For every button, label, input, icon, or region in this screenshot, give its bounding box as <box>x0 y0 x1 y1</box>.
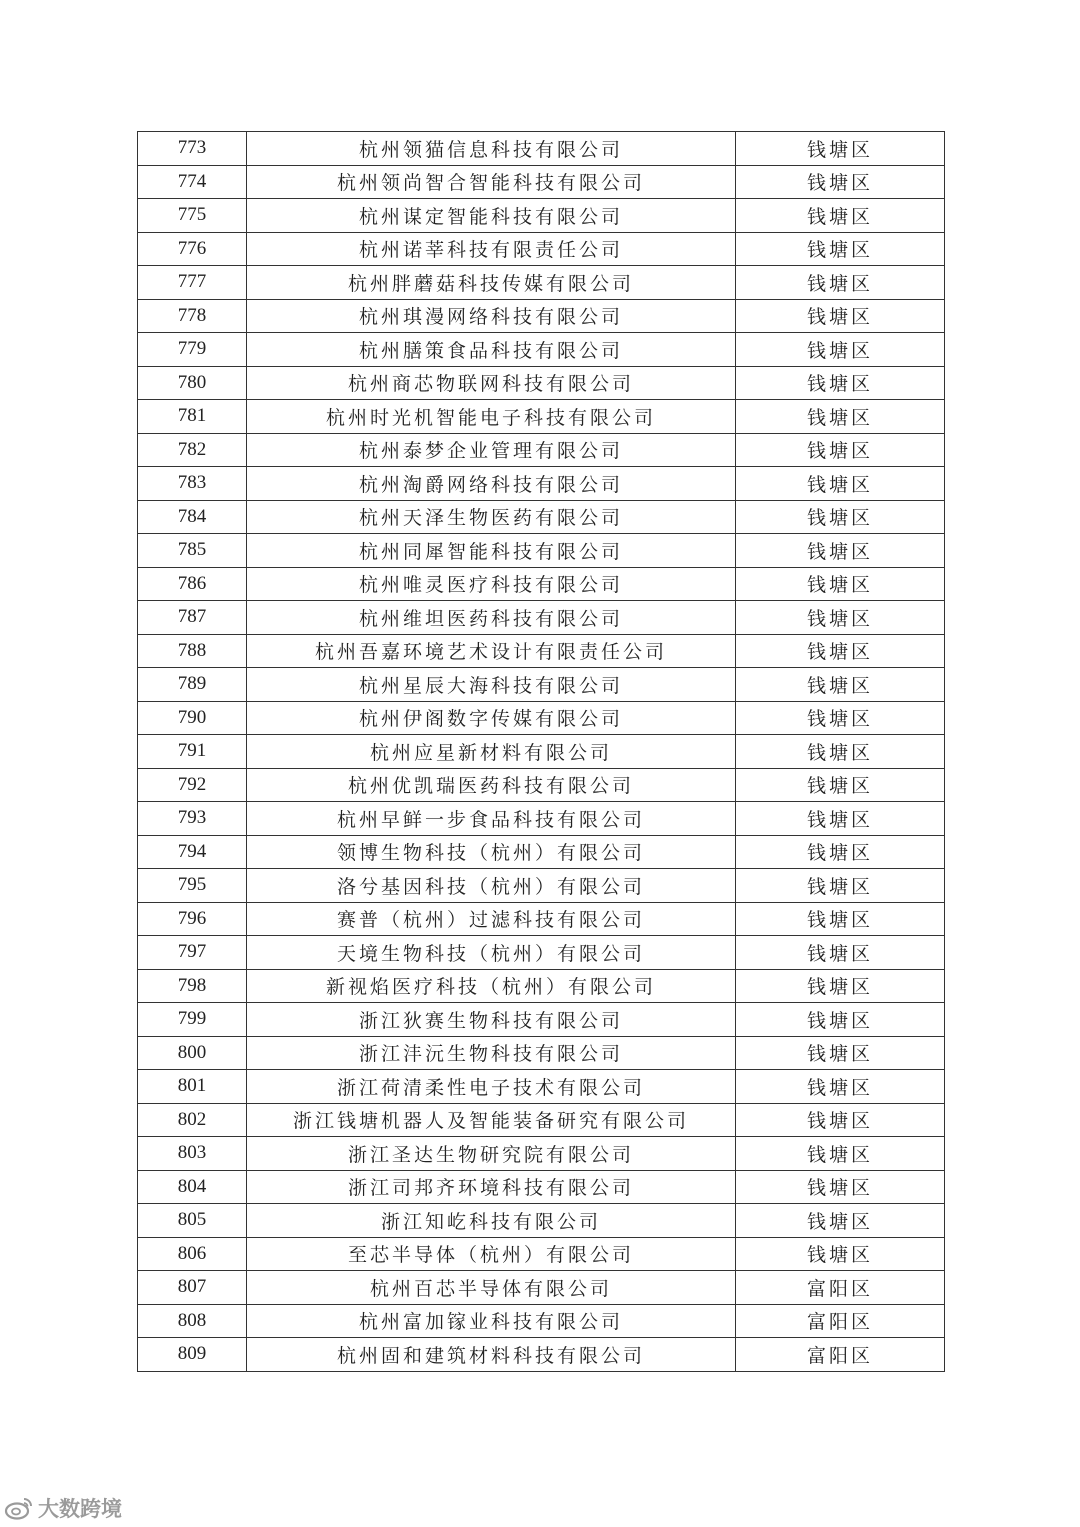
company-name-cell: 杭州吾嘉环境艺术设计有限责任公司 <box>247 634 736 668</box>
row-number-cell: 797 <box>138 936 247 970</box>
table-row <box>138 802 945 836</box>
district-cell: 钱塘区 <box>736 333 945 367</box>
company-name-cell: 杭州胖蘑菇科技传媒有限公司 <box>247 266 736 300</box>
company-name-cell: 浙江钱塘机器人及智能装备研究有限公司 <box>247 1103 736 1137</box>
row-number-cell: 798 <box>138 969 247 1003</box>
company-name-cell: 浙江圣达生物研究院有限公司 <box>247 1137 736 1171</box>
row-number-cell: 785 <box>138 534 247 568</box>
row-number-cell: 808 <box>138 1304 247 1338</box>
company-name-cell: 浙江荷清柔性电子技术有限公司 <box>247 1070 736 1104</box>
company-name-cell: 杭州商芯物联网科技有限公司 <box>247 366 736 400</box>
company-name-cell: 杭州优凯瑞医药科技有限公司 <box>247 768 736 802</box>
table-row <box>138 969 945 1003</box>
district-cell: 钱塘区 <box>736 802 945 836</box>
district-cell: 钱塘区 <box>736 735 945 769</box>
district-cell: 钱塘区 <box>736 768 945 802</box>
row-number-cell: 777 <box>138 266 247 300</box>
row-number-cell: 804 <box>138 1170 247 1204</box>
district-cell: 钱塘区 <box>736 668 945 702</box>
district-cell: 钱塘区 <box>736 1170 945 1204</box>
company-name-cell: 杭州领猫信息科技有限公司 <box>247 132 736 166</box>
table-row <box>138 333 945 367</box>
company-list-body <box>138 132 945 1372</box>
company-name-cell: 杭州维坦医药科技有限公司 <box>247 601 736 635</box>
company-name-cell: 天境生物科技（杭州）有限公司 <box>247 936 736 970</box>
row-number-cell: 794 <box>138 835 247 869</box>
table-row <box>138 1338 945 1372</box>
district-cell: 钱塘区 <box>736 433 945 467</box>
company-name-cell: 杭州琪漫网络科技有限公司 <box>247 299 736 333</box>
table-row <box>138 902 945 936</box>
table-row <box>138 500 945 534</box>
district-cell: 钱塘区 <box>736 835 945 869</box>
district-cell: 钱塘区 <box>736 165 945 199</box>
row-number-cell: 788 <box>138 634 247 668</box>
district-cell: 钱塘区 <box>736 701 945 735</box>
company-name-cell: 杭州时光机智能电子科技有限公司 <box>247 400 736 434</box>
row-number-cell: 784 <box>138 500 247 534</box>
company-name-cell: 浙江知屹科技有限公司 <box>247 1204 736 1238</box>
district-cell: 钱塘区 <box>736 266 945 300</box>
district-cell: 钱塘区 <box>736 467 945 501</box>
district-cell: 钱塘区 <box>736 1003 945 1037</box>
company-name-cell: 浙江沣沅生物科技有限公司 <box>247 1036 736 1070</box>
district-cell: 钱塘区 <box>736 1137 945 1171</box>
table-row <box>138 735 945 769</box>
table-row <box>138 634 945 668</box>
table-row <box>138 1170 945 1204</box>
row-number-cell: 799 <box>138 1003 247 1037</box>
district-cell: 钱塘区 <box>736 400 945 434</box>
table-row <box>138 165 945 199</box>
table-row <box>138 1003 945 1037</box>
row-number-cell: 793 <box>138 802 247 836</box>
row-number-cell: 786 <box>138 567 247 601</box>
company-name-cell: 浙江狄赛生物科技有限公司 <box>247 1003 736 1037</box>
table-row <box>138 1304 945 1338</box>
row-number-cell: 802 <box>138 1103 247 1137</box>
row-number-cell: 809 <box>138 1338 247 1372</box>
district-cell: 钱塘区 <box>736 1036 945 1070</box>
district-cell: 钱塘区 <box>736 132 945 166</box>
table-row <box>138 400 945 434</box>
company-list-table <box>137 131 945 1372</box>
watermark <box>4 1493 122 1523</box>
table-row <box>138 936 945 970</box>
row-number-cell: 780 <box>138 366 247 400</box>
district-cell: 钱塘区 <box>736 232 945 266</box>
district-cell: 钱塘区 <box>736 1103 945 1137</box>
table-row <box>138 1103 945 1137</box>
company-name-cell: 杭州同犀智能科技有限公司 <box>247 534 736 568</box>
company-name-cell: 杭州伊阁数字传媒有限公司 <box>247 701 736 735</box>
row-number-cell: 792 <box>138 768 247 802</box>
table-row <box>138 768 945 802</box>
row-number-cell: 800 <box>138 1036 247 1070</box>
row-number-cell: 789 <box>138 668 247 702</box>
table-row <box>138 534 945 568</box>
table-row <box>138 601 945 635</box>
company-name-cell: 新视焰医疗科技（杭州）有限公司 <box>247 969 736 1003</box>
district-cell: 钱塘区 <box>736 299 945 333</box>
district-cell: 富阳区 <box>736 1304 945 1338</box>
district-cell: 钱塘区 <box>736 869 945 903</box>
table-row <box>138 366 945 400</box>
district-cell: 钱塘区 <box>736 567 945 601</box>
company-name-cell: 杭州百芯半导体有限公司 <box>247 1271 736 1305</box>
company-name-cell: 杭州早鲜一步食品科技有限公司 <box>247 802 736 836</box>
row-number-cell: 791 <box>138 735 247 769</box>
company-name-cell: 杭州谋定智能科技有限公司 <box>247 199 736 233</box>
company-name-cell: 杭州固和建筑材料科技有限公司 <box>247 1338 736 1372</box>
row-number-cell: 783 <box>138 467 247 501</box>
company-name-cell: 杭州泰梦企业管理有限公司 <box>247 433 736 467</box>
district-cell: 钱塘区 <box>736 534 945 568</box>
district-cell: 钱塘区 <box>736 1237 945 1271</box>
company-name-cell: 杭州天泽生物医药有限公司 <box>247 500 736 534</box>
row-number-cell: 787 <box>138 601 247 635</box>
company-name-cell: 杭州诺莘科技有限责任公司 <box>247 232 736 266</box>
company-name-cell: 洛兮基因科技（杭州）有限公司 <box>247 869 736 903</box>
table-row <box>138 299 945 333</box>
row-number-cell: 782 <box>138 433 247 467</box>
company-name-cell: 杭州富加镓业科技有限公司 <box>247 1304 736 1338</box>
district-cell: 钱塘区 <box>736 634 945 668</box>
weibo-logo-icon <box>4 1496 34 1520</box>
table-row <box>138 567 945 601</box>
row-number-cell: 806 <box>138 1237 247 1271</box>
table-row <box>138 199 945 233</box>
district-cell: 富阳区 <box>736 1338 945 1372</box>
table-row <box>138 1036 945 1070</box>
company-name-cell: 杭州淘爵网络科技有限公司 <box>247 467 736 501</box>
row-number-cell: 801 <box>138 1070 247 1104</box>
row-number-cell: 779 <box>138 333 247 367</box>
row-number-cell: 775 <box>138 199 247 233</box>
row-number-cell: 790 <box>138 701 247 735</box>
company-name-cell: 至芯半导体（杭州）有限公司 <box>247 1237 736 1271</box>
row-number-cell: 796 <box>138 902 247 936</box>
row-number-cell: 805 <box>138 1204 247 1238</box>
company-name-cell: 领博生物科技（杭州）有限公司 <box>247 835 736 869</box>
company-name-cell: 杭州领尚智合智能科技有限公司 <box>247 165 736 199</box>
table-row <box>138 1137 945 1171</box>
district-cell: 钱塘区 <box>736 1204 945 1238</box>
district-cell: 富阳区 <box>736 1271 945 1305</box>
row-number-cell: 795 <box>138 869 247 903</box>
district-cell: 钱塘区 <box>736 601 945 635</box>
district-cell: 钱塘区 <box>736 902 945 936</box>
table-row <box>138 1070 945 1104</box>
table-row <box>138 1204 945 1238</box>
row-number-cell: 778 <box>138 299 247 333</box>
table-row <box>138 266 945 300</box>
table-row <box>138 1237 945 1271</box>
row-number-cell: 781 <box>138 400 247 434</box>
district-cell: 钱塘区 <box>736 500 945 534</box>
company-name-cell: 杭州唯灵医疗科技有限公司 <box>247 567 736 601</box>
district-cell: 钱塘区 <box>736 1070 945 1104</box>
row-number-cell: 774 <box>138 165 247 199</box>
table-row <box>138 668 945 702</box>
table-row <box>138 869 945 903</box>
table-row <box>138 232 945 266</box>
district-cell: 钱塘区 <box>736 199 945 233</box>
watermark-text: 大数跨境 <box>38 1497 122 1521</box>
table-row <box>138 433 945 467</box>
company-name-cell: 浙江司邦齐环境科技有限公司 <box>247 1170 736 1204</box>
row-number-cell: 807 <box>138 1271 247 1305</box>
district-cell: 钱塘区 <box>736 366 945 400</box>
row-number-cell: 776 <box>138 232 247 266</box>
company-name-cell: 杭州应星新材料有限公司 <box>247 735 736 769</box>
company-name-cell: 杭州膳策食品科技有限公司 <box>247 333 736 367</box>
district-cell: 钱塘区 <box>736 969 945 1003</box>
company-name-cell: 赛普（杭州）过滤科技有限公司 <box>247 902 736 936</box>
row-number-cell: 803 <box>138 1137 247 1171</box>
table-row <box>138 835 945 869</box>
district-cell: 钱塘区 <box>736 936 945 970</box>
table-row <box>138 132 945 166</box>
table-row <box>138 1271 945 1305</box>
company-name-cell: 杭州星辰大海科技有限公司 <box>247 668 736 702</box>
table-row <box>138 467 945 501</box>
row-number-cell: 773 <box>138 132 247 166</box>
table-row <box>138 701 945 735</box>
